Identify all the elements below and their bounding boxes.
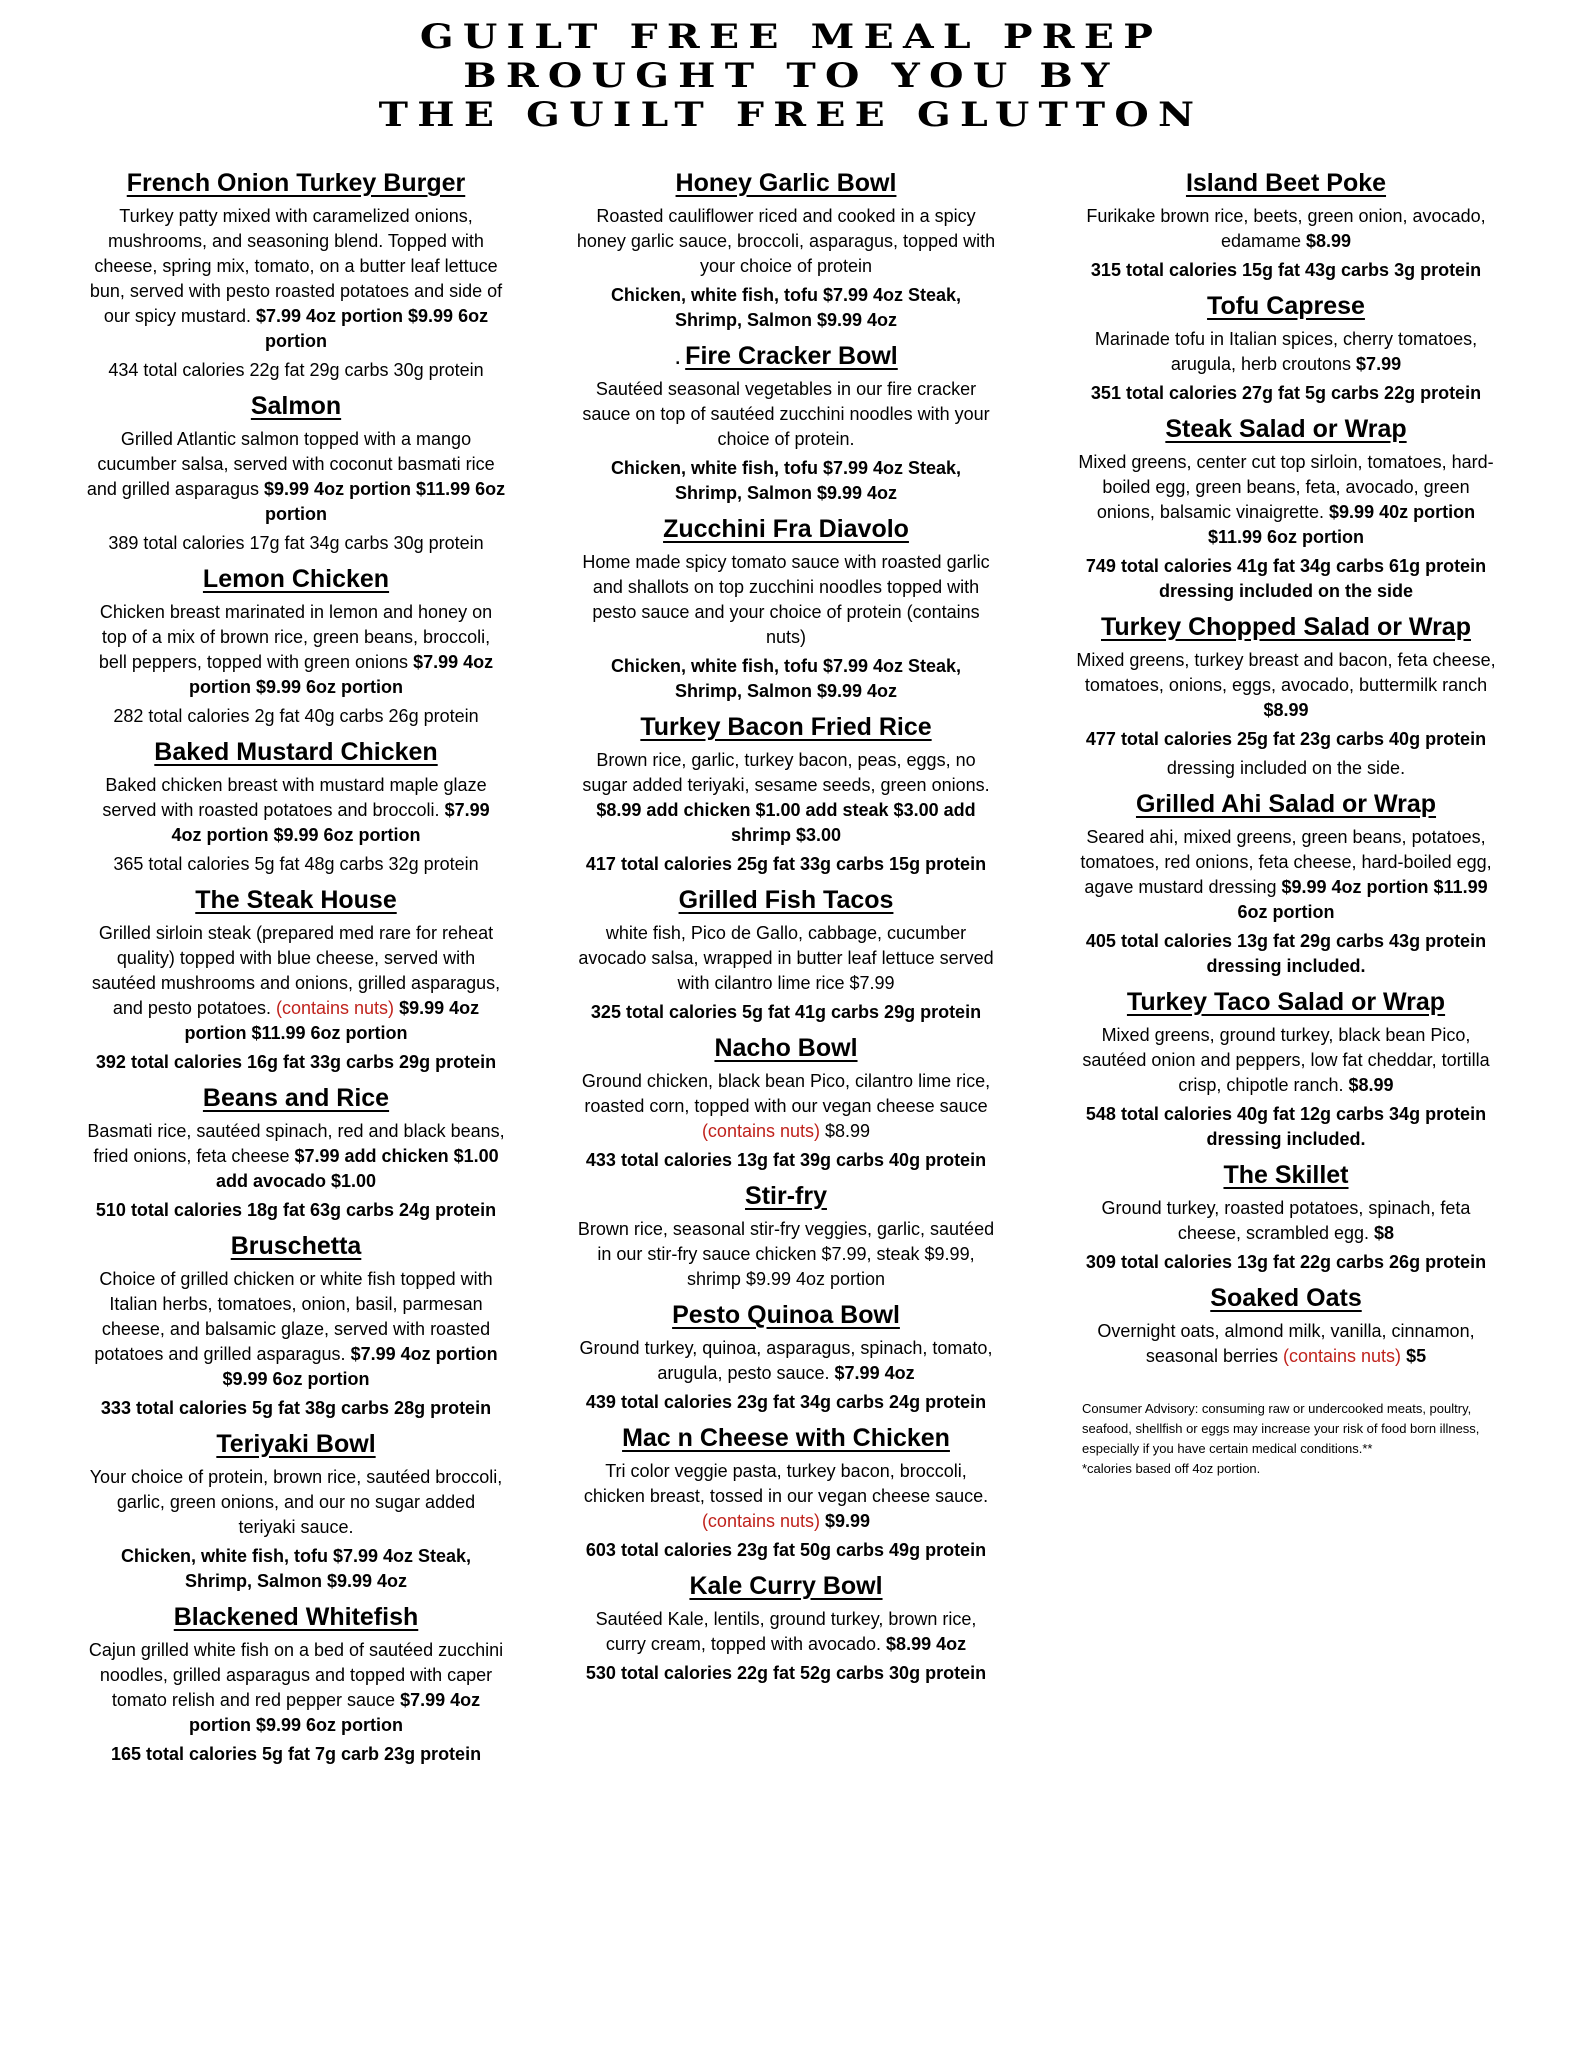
description-text: Sautéed Kale, lentils, ground turkey, brown rice, curry cream, topped with avocado.: [595, 1609, 977, 1654]
nutrition-info: 530 total calories 22g fat 52g carbs 30g protein: [585, 1663, 987, 1683]
item-price: $7.99 add chicken $1.00 add avocado $1.00: [215, 1146, 499, 1191]
description-text: Roasted cauliflower riced and cooked in a spicy honey garlic sauce, broccoli, asparagus, topped with your choice of protein: [576, 206, 996, 276]
menu-item: [1076, 291, 1496, 406]
description-text: white fish, Pico de Gallo, cabbage, cucumber avocado salsa, wrapped in butter leaf lettuce served with cilantro lime rice $7.99: [578, 923, 994, 993]
item-price: $8.99 4oz: [886, 1634, 967, 1654]
item-description: [86, 204, 506, 354]
description-text: Basmati rice, sautéed spinach, red and black beans, fried onions, feta cheese: [87, 1121, 505, 1166]
item-description: [86, 1638, 506, 1738]
item-name: [576, 1571, 996, 1601]
item-price: $9.99 4oz portion $11.99 6oz portion: [264, 479, 506, 524]
item-price: $5: [1406, 1346, 1427, 1366]
description-text: Grilled Atlantic salmon topped with a mango cucumber salsa, served with coconut basmati rice and grilled asparagus: [86, 429, 495, 499]
allergen-note: (contains nuts): [701, 1121, 820, 1141]
item-name: [576, 885, 996, 915]
item-name: [576, 168, 996, 198]
item-price: $8.99: [1348, 1075, 1394, 1095]
menu-item: [576, 712, 996, 877]
item-name: [1076, 612, 1496, 642]
menu-item: [86, 1429, 506, 1594]
item-description: [1076, 1023, 1496, 1098]
item-name-text: Grilled Fish Tacos: [678, 886, 894, 914]
item-description: [1076, 648, 1496, 723]
nutrition-info: 510 total calories 18g fat 63g carbs 24g protein: [95, 1200, 497, 1220]
item-name-text: Fire Cracker Bowl: [685, 342, 898, 370]
item-description: [1076, 327, 1496, 377]
item-name: [86, 1429, 506, 1459]
menu-item: [1076, 414, 1496, 604]
item-name: [576, 1300, 996, 1330]
item-name: [576, 514, 996, 544]
item-description: [1076, 204, 1496, 254]
item-name-text: Nacho Bowl: [714, 1034, 858, 1062]
menu-item: [86, 737, 506, 877]
description-text: Baked chicken breast with mustard maple glaze served with roasted potatoes and broccoli.: [102, 775, 487, 820]
menu-item: [576, 514, 996, 704]
nutrition-info: 315 total calories 15g fat 43g carbs 3g protein: [1090, 260, 1482, 280]
menu-item: [1076, 789, 1496, 979]
menu-item: [1076, 1160, 1496, 1275]
nutrition-info: 365 total calories 5g fat 48g carbs 32g protein: [113, 854, 479, 874]
item-name: [1076, 1283, 1496, 1313]
item-name-text: Pesto Quinoa Bowl: [672, 1301, 900, 1329]
nutrition-info: 417 total calories 25g fat 33g carbs 15g protein: [585, 854, 987, 874]
header-line: GUILT FREE MEAL PREP: [419, 17, 1163, 57]
nutrition-info: 282 total calories 2g fat 40g carbs 26g protein: [113, 706, 479, 726]
nutrition-info: 433 total calories 13g fat 39g carbs 40g protein: [585, 1150, 987, 1170]
description-text: Tri color veggie pasta, turkey bacon, broccoli, chicken breast, tossed in our vegan cheese sauce.: [583, 1461, 989, 1506]
item-name: [1076, 987, 1496, 1017]
menu-column-right: [1076, 168, 1496, 1479]
nutrition-info: 603 total calories 23g fat 50g carbs 49g protein: [585, 1540, 987, 1560]
item-price: $7.99 4oz portion $9.99 6oz portion: [188, 652, 494, 697]
allergen-note: (contains nuts): [1282, 1346, 1402, 1366]
item-name-text: Steak Salad or Wrap: [1165, 415, 1407, 443]
dressing-note: dressing included on the side.: [1166, 758, 1406, 778]
item-description: [1076, 825, 1496, 925]
item-price: $7.99 4oz: [834, 1363, 915, 1383]
item-name-text: Mac n Cheese with Chicken: [622, 1424, 950, 1452]
item-name-text: Zucchini Fra Diavolo: [663, 515, 909, 543]
menu-item: [576, 341, 996, 506]
menu-item: [576, 1300, 996, 1415]
item-name-text: Salmon: [250, 392, 342, 420]
description-text: Grilled sirloin steak (prepared med rare for reheat quality) topped with blue cheese, served with sautéed mushrooms and onions, grilled asparagus, and pesto potatoes.: [91, 923, 501, 1018]
item-price: $7.99 4oz portion $9.99 6oz portion: [222, 1344, 498, 1389]
header-line: BROUGHT TO YOU BY: [463, 56, 1119, 96]
nutrition-info: 392 total calories 16g fat 33g carbs 29g protein: [95, 1052, 497, 1072]
item-name-text: Blackened Whitefish: [173, 1603, 419, 1631]
menu-item: [576, 1181, 996, 1292]
nutrition-info: 439 total calories 23g fat 34g carbs 24g protein: [585, 1392, 987, 1412]
item-description: [86, 1267, 506, 1392]
description-text: Chicken breast marinated in lemon and honey on top of a mix of brown rice, green beans, broccoli, bell peppers, topped with green onions: [98, 602, 493, 672]
description-text: Ground turkey, quinoa, asparagus, spinach, tomato, arugula, pesto sauce.: [579, 1338, 993, 1383]
menu-item: [576, 1033, 996, 1173]
item-price: $8.99: [1263, 700, 1309, 720]
item-name-text: Turkey Taco Salad or Wrap: [1126, 988, 1446, 1016]
description-text: Furikake brown rice, beets, green onion, avocado, edamame: [1086, 206, 1486, 251]
nutrition-info: 165 total calories 5g fat 7g carb 23g protein: [110, 1744, 482, 1764]
description-text: Turkey patty mixed with caramelized onions, mushrooms, and seasoning blend. Topped with cheese, spring mix, tomato, on a butter leaf lettuce bun, served with pesto roasted potatoes and side of our spicy mustard.: [89, 206, 503, 326]
menu-column-left: [86, 168, 506, 1775]
description-text: Brown rice, seasonal stir-fry veggies, garlic, sautéed in our stir-fry sauce chicken $7.99, steak $9.99, shrimp $9.99 4oz portion: [577, 1219, 995, 1289]
item-price: $9.99 4oz portion $11.99 6oz portion: [1237, 877, 1488, 922]
item-description: [576, 1459, 996, 1534]
item-name: [576, 1033, 996, 1063]
menu-item: [1076, 1283, 1496, 1369]
item-description: [576, 1336, 996, 1386]
item-name-text: Bruschetta: [230, 1232, 362, 1260]
item-price: $7.99 4oz portion $9.99 6oz portion: [188, 1690, 481, 1735]
nutrition-info: 389 total calories 17g fat 34g carbs 30g protein: [108, 533, 484, 553]
description-text: Seared ahi, mixed greens, green beans, potatoes, tomatoes, red onions, feta cheese, hard-boiled egg, agave mustard dressing: [1080, 827, 1492, 897]
item-description: [86, 600, 506, 700]
item-price: $7.99 4oz portion $9.99 6oz portion: [255, 306, 489, 351]
item-description: [576, 1217, 996, 1292]
item-price: $7.99 4oz portion $9.99 6oz portion: [171, 800, 490, 845]
description-text: Your choice of protein, brown rice, sautéed broccoli, garlic, green onions, and our no sugar added teriyaki sauce.: [89, 1467, 503, 1537]
item-name-text: The Skillet: [1223, 1161, 1349, 1189]
description-text: Ground turkey, roasted potatoes, spinach, feta cheese, scrambled egg.: [1101, 1198, 1471, 1243]
item-name-text: Kale Curry Bowl: [689, 1572, 883, 1600]
item-name: [576, 341, 996, 371]
menu-item: [86, 564, 506, 729]
protein-options: Chicken, white fish, tofu $7.99 4oz Steak, Shrimp, Salmon $9.99 4oz: [610, 458, 962, 503]
nutrition-info: 434 total calories 22g fat 29g carbs 30g protein: [108, 360, 484, 380]
item-name: [576, 1423, 996, 1453]
menu-column-middle: [576, 168, 996, 1694]
description-text: Mixed greens, ground turkey, black bean Pico, sautéed onion and peppers, low fat cheddar, tortilla crisp, chipotle ranch.: [1082, 1025, 1490, 1095]
menu-item: [86, 885, 506, 1075]
description-text: Home made spicy tomato sauce with roasted garlic and shallots on top zucchini noodles topped with pesto sauce and your choice of protein (contains nuts): [582, 552, 990, 647]
item-name-text: Beans and Rice: [202, 1084, 390, 1112]
menu-item: [576, 885, 996, 1025]
item-description: [576, 204, 996, 279]
description-text: Sautéed seasonal vegetables in our fire cracker sauce on top of sautéed zucchini noodles with your choice of protein.: [582, 379, 990, 449]
item-price: $9.99 40z portion $11.99 6oz portion: [1207, 502, 1476, 547]
description-text: Choice of grilled chicken or white fish topped with Italian herbs, tomatoes, onion, basil, parmesan cheese, and balsamic glaze, served with roasted potatoes and grilled asparagus.: [94, 1269, 493, 1364]
item-name-text: Honey Garlic Bowl: [675, 169, 897, 197]
menu-item: [1076, 612, 1496, 781]
item-name: [86, 391, 506, 421]
item-name: [86, 168, 506, 198]
description-text: Mixed greens, turkey breast and bacon, feta cheese, tomatoes, onions, eggs, avocado, buttermilk ranch: [1076, 650, 1496, 695]
item-name: [86, 1231, 506, 1261]
lead-mark: .: [674, 342, 682, 370]
menu-item: [576, 1571, 996, 1686]
allergen-note: (contains nuts): [701, 1511, 820, 1531]
item-name: [86, 564, 506, 594]
nutrition-info: 405 total calories 13g fat 29g carbs 43g protein dressing included.: [1085, 931, 1487, 976]
item-name-text: Turkey Bacon Fried Rice: [640, 713, 932, 741]
item-name: [1076, 1160, 1496, 1190]
menu-item: [86, 1083, 506, 1223]
item-price: $9.99: [825, 1511, 871, 1531]
item-name: [86, 1083, 506, 1113]
item-name-text: Island Beet Poke: [1185, 169, 1387, 197]
item-description: [576, 550, 996, 650]
item-name: [576, 1181, 996, 1211]
description-text: Brown rice, garlic, turkey bacon, peas, eggs, no sugar added teriyaki, sesame seeds, green onions.: [582, 750, 990, 795]
item-name-text: The Steak House: [195, 886, 397, 914]
item-price: $7.99: [1356, 354, 1402, 374]
header-line: THE GUILT FREE GLUTTON: [378, 95, 1204, 135]
item-name: [576, 712, 996, 742]
item-name: [1076, 291, 1496, 321]
nutrition-info: 351 total calories 27g fat 5g carbs 22g protein: [1090, 383, 1482, 403]
description-text: Ground chicken, black bean Pico, cilantro lime rice, roasted corn, topped with our vegan cheese sauce: [581, 1071, 991, 1116]
item-description: [86, 921, 506, 1046]
menu-item: [576, 1423, 996, 1563]
item-price: $8.99: [1306, 231, 1352, 251]
item-price: $9.99 4oz portion $11.99 6oz portion: [184, 998, 480, 1043]
item-name-text: Lemon Chicken: [202, 565, 390, 593]
description-text: Cajun grilled white fish on a bed of sautéed zucchini noodles, grilled asparagus and topped with caper tomato relish and red pepper sauce: [88, 1640, 504, 1710]
item-name-text: Tofu Caprese: [1207, 292, 1365, 320]
item-name-text: French Onion Turkey Burger: [126, 169, 466, 197]
description-text: Overnight oats, almond milk, vanilla, cinnamon, seasonal berries: [1097, 1321, 1475, 1366]
item-name: [1076, 414, 1496, 444]
item-name-text: Stir-fry: [745, 1182, 827, 1210]
item-description: [86, 1465, 506, 1540]
item-name-text: Grilled Ahi Salad or Wrap: [1135, 790, 1437, 818]
item-description: [576, 1607, 996, 1657]
consumer-advisory: [1076, 1399, 1482, 1479]
menu-item: [86, 1602, 506, 1767]
item-name-text: Turkey Chopped Salad or Wrap: [1101, 613, 1471, 641]
item-description: [1076, 1196, 1496, 1246]
nutrition-info: 749 total calories 41g fat 34g carbs 61g protein dressing included on the side: [1085, 556, 1487, 601]
menu-item: [1076, 168, 1496, 283]
item-name: [1076, 789, 1496, 819]
menu-item: [86, 1231, 506, 1421]
nutrition-info: 548 total calories 40g fat 12g carbs 34g protein dressing included.: [1085, 1104, 1487, 1149]
item-description: [576, 921, 996, 996]
menu-item: [86, 391, 506, 556]
nutrition-info: 325 total calories 5g fat 41g carbs 29g protein: [590, 1002, 982, 1022]
menu-header: [0, 18, 1582, 135]
nutrition-info: 309 total calories 13g fat 22g carbs 26g protein: [1085, 1252, 1487, 1272]
item-name: [86, 737, 506, 767]
nutrition-info: 477 total calories 25g fat 23g carbs 40g protein: [1085, 729, 1487, 749]
item-name: [86, 1602, 506, 1632]
allergen-note: (contains nuts): [276, 998, 395, 1018]
protein-options: Chicken, white fish, tofu $7.99 4oz Steak, Shrimp, Salmon $9.99 4oz: [120, 1546, 472, 1591]
item-price: $8: [1374, 1223, 1395, 1243]
advisory-text: Consumer Advisory: consuming raw or undercooked meats, poultry, seafood, shellfish or eggs may increase your risk of food born illness, especially if you have certain medical conditions.**: [1082, 1401, 1480, 1456]
nutrition-info: 333 total calories 5g fat 38g carbs 28g protein: [100, 1398, 492, 1418]
item-description: [1076, 1319, 1496, 1369]
item-description: [576, 1069, 996, 1144]
item-name: [86, 885, 506, 915]
description-text: Marinade tofu in Italian spices, cherry tomatoes, arugula, herb croutons: [1094, 329, 1478, 374]
item-name-text: Baked Mustard Chicken: [154, 738, 438, 766]
item-name-text: Soaked Oats: [1210, 1284, 1362, 1312]
menu-item: [1076, 987, 1496, 1152]
item-description: [86, 773, 506, 848]
item-name: [1076, 168, 1496, 198]
item-description: [576, 377, 996, 452]
item-price: $8.99 add chicken $1.00 add steak $3.00 add shrimp $3.00: [596, 800, 976, 845]
item-price: $8.99: [825, 1121, 871, 1141]
item-description: [576, 748, 996, 848]
item-description: [1076, 450, 1496, 550]
description-text: Mixed greens, center cut top sirloin, tomatoes, hard-boiled egg, green beans, feta, avocado, green onions, balsamic vinaigrette.: [1078, 452, 1494, 522]
protein-options: Chicken, white fish, tofu $7.99 4oz Steak, Shrimp, Salmon $9.99 4oz: [610, 285, 962, 330]
item-description: [86, 427, 506, 527]
menu-item: [576, 168, 996, 333]
menu-item: [86, 168, 506, 383]
item-description: [86, 1119, 506, 1194]
protein-options: Chicken, white fish, tofu $7.99 4oz Steak, Shrimp, Salmon $9.99 4oz: [610, 656, 962, 701]
item-name-text: Teriyaki Bowl: [216, 1430, 376, 1458]
calorie-footnote: *calories based off 4oz portion.: [1082, 1461, 1261, 1476]
